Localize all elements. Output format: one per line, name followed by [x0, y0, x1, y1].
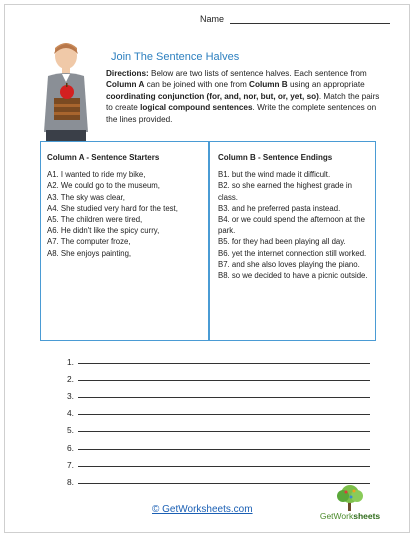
answer-number: 4. — [67, 408, 74, 419]
directions-label: Directions: — [106, 69, 149, 78]
column-divider — [208, 141, 210, 341]
answer-number: 5. — [67, 425, 74, 436]
answer-line[interactable] — [78, 441, 370, 450]
column-a-item: A1. I wanted to ride my bike, — [47, 170, 146, 180]
column-a-item: A8. She enjoys painting, — [47, 248, 132, 258]
name-label: Name — [200, 14, 225, 24]
answer-line[interactable] — [78, 406, 370, 415]
answer-number: 2. — [67, 374, 74, 385]
answer-line[interactable] — [78, 372, 370, 381]
answer-row — [60, 350, 370, 367]
directions-part: using an appropriate — [287, 80, 365, 90]
answer-number: 1. — [67, 357, 74, 368]
directions-part: logical compound sentences — [140, 103, 253, 113]
column-a-item: A5. The children were tired, — [47, 215, 143, 225]
answer-number: 7. — [67, 459, 74, 470]
directions-part: Column A — [106, 80, 145, 90]
directions-part: . Write the complete sentences on the lines provided. — [106, 103, 377, 124]
column-b-item: B8. so we decided to have a picnic outside. — [218, 271, 368, 281]
column-b-item: B6. yet the internet connection still worked. — [218, 248, 367, 258]
column-b-item: B1. but the wind made it difficult. — [218, 170, 331, 180]
column-a-item: A3. The sky was clear, — [47, 192, 125, 202]
column-a-item: A6. He didn't like the spicy curry, — [47, 226, 160, 236]
answer-line[interactable] — [78, 355, 370, 364]
answer-line[interactable] — [78, 458, 370, 467]
getworksheets-link[interactable]: © GetWorksheets.com — [152, 504, 253, 515]
answer-row — [60, 401, 370, 418]
answer-lines — [60, 350, 370, 487]
directions-part: Below are two lists of sentence halves. Each sentence from — [148, 69, 367, 78]
column-a-heading: Column A - Sentence Starters — [47, 153, 160, 162]
directions-part: . Match the pairs to create — [106, 91, 380, 113]
worksheet-title: Join The Sentence Halves — [111, 51, 240, 63]
answer-row — [60, 367, 370, 384]
answer-number: 6. — [67, 442, 74, 453]
logo-text — [316, 511, 384, 521]
answer-row — [60, 418, 370, 435]
column-a-item: A2. We could go to the museum, — [47, 181, 160, 191]
directions-part: Column B — [249, 80, 288, 90]
getworksheets-logo — [316, 484, 384, 524]
directions-part: coordinating conjunction (for, and, nor, but, or, yet, so) — [106, 91, 319, 101]
name-line[interactable] — [230, 14, 390, 24]
answer-row — [60, 435, 370, 452]
answer-line[interactable] — [78, 475, 370, 484]
logo-text-part: sheets — [353, 511, 381, 521]
logo-text-part: GetWork — [319, 511, 354, 521]
column-a — [47, 152, 203, 259]
answer-row — [60, 384, 370, 401]
answer-line[interactable] — [78, 389, 370, 398]
tree-icon — [316, 484, 384, 512]
student-illustration — [36, 42, 98, 142]
column-b-heading: Column B - Sentence Endings — [218, 153, 333, 162]
column-a-item: A4. She studied very hard for the test, — [47, 203, 178, 213]
column-b-item: B4. or we could spend the afternoon at the park. — [218, 215, 365, 236]
column-b — [218, 152, 370, 281]
column-b-item: B7. and she also loves playing the piano. — [218, 259, 360, 269]
directions-part: can be joined with one from — [144, 80, 250, 90]
column-b-item: B5. for they had been playing all day. — [218, 237, 346, 247]
column-b-item: B3. and he preferred pasta instead. — [218, 203, 341, 213]
name-field — [200, 14, 390, 24]
directions-text — [106, 68, 382, 125]
answer-line[interactable] — [78, 423, 370, 432]
column-a-item: A7. The computer froze, — [47, 237, 131, 247]
column-b-item: B2. so she earned the highest grade in class. — [218, 181, 352, 202]
answer-row — [60, 453, 370, 470]
answer-number: 8. — [67, 476, 74, 487]
answer-number: 3. — [67, 391, 74, 402]
